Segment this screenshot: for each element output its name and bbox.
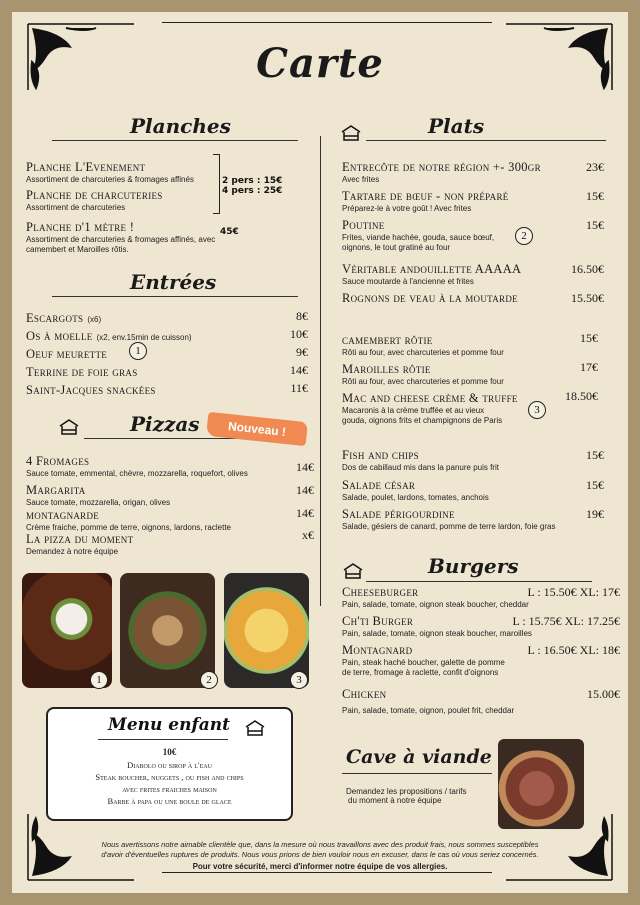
price: 23€ <box>586 160 604 174</box>
price: 15€ <box>586 448 604 462</box>
menu-item: Margarita Sauce tomate, mozzarella, origan, olives <box>26 483 171 507</box>
column-divider <box>320 136 321 606</box>
menu-item: montagnarde Crème fraiche, pomme de terre, oignons, lardons, raclette <box>26 508 231 532</box>
menu-item: Salade césar Salade, poulet, lardons, tomates, anchois <box>342 478 489 502</box>
dish-photo-poutine <box>120 573 215 688</box>
price: 10€ <box>290 327 308 341</box>
nouveau-badge: Nouveau ! <box>206 412 308 446</box>
menu-item: Oeuf meurette <box>26 347 108 361</box>
brace <box>213 154 220 214</box>
cave-line: du moment à notre équipe <box>348 796 442 805</box>
price: 15€ <box>586 478 604 492</box>
house-icon <box>58 418 80 436</box>
price: 16.50€ <box>571 262 604 276</box>
frame-top-line <box>162 22 492 23</box>
menu-item: Planche L'Evenement Assortiment de charcuteries & fromages affinés <box>26 160 194 184</box>
kids-menu-line: Barbe à papa ou une boule de glace <box>107 796 232 806</box>
price: L : 16.50€ XL: 18€ <box>527 643 620 657</box>
divider <box>98 739 228 740</box>
photo-ref-badge: 2 <box>515 227 533 245</box>
footer-allergy: Pour votre sécurité, merci d'informer notre équipe de vos allergies. <box>192 862 448 871</box>
menu-item: Poutine Frites, viande hachée, gouda, sauce bœuf, oignons, le tout gratiné au four <box>342 218 495 252</box>
house-icon <box>342 562 364 580</box>
house-icon <box>340 124 362 142</box>
menu-item: camembert rôtie Rôti au four, avec charcuteries et pomme four <box>342 333 504 357</box>
price: 14€ <box>296 506 314 520</box>
price: 14€ <box>296 460 314 474</box>
footer-notice: d'avoir d'éventuelles ruptures de produits. Nous vous prions de bien vouloir nous en excuser, dans le cas où vous seriez concernés. <box>101 850 539 859</box>
menu-item: Salade périgourdine Salade, gésiers de canard, pomme de terre lardon, foie gras <box>342 507 556 531</box>
section-title-planches: Planches <box>130 114 231 138</box>
photo-ref-badge: 3 <box>528 401 546 419</box>
menu-page <box>12 12 628 893</box>
price: 45€ <box>220 227 239 237</box>
menu-item: Fish and chips Dos de cabillaud mis dans la panure puis frit <box>342 448 499 472</box>
photo-ref-badge: 3 <box>290 671 308 689</box>
price: 18.50€ <box>565 389 598 403</box>
price: 15€ <box>580 331 598 345</box>
page-title: Carte <box>256 40 384 87</box>
divider <box>366 140 606 141</box>
divider <box>366 581 592 582</box>
price: 11€ <box>290 381 308 395</box>
menu-item: Planche d'1 mètre ! Assortiment de charcuteries & fromages affinés, avec camembert et Maroilles rôtis. <box>26 220 216 254</box>
price: L : 15.50€ XL: 17€ <box>527 585 620 599</box>
menu-item: Planche de charcuteries Assortiment de charcuteries <box>26 188 163 212</box>
price: 14€ <box>290 363 308 377</box>
price: L : 15.75€ XL: 17.25€ <box>512 614 620 628</box>
section-title-plats: Plats <box>428 114 485 138</box>
kids-menu-price: 10€ <box>162 747 177 757</box>
section-title-pizzas: Pizzas <box>130 412 200 436</box>
menu-item: 4 Fromages Sauce tomate, emmental, chèvre, mozzarella, roquefort, olives <box>26 454 248 478</box>
section-title-burgers: Burgers <box>428 554 519 578</box>
menu-item: Chicken Pain, salade, tomate, oignon, poulet frit, cheddar <box>342 687 515 715</box>
house-icon <box>244 719 266 737</box>
price: 15€ <box>586 189 604 203</box>
section-title-entrees: Entrées <box>130 270 217 294</box>
divider <box>342 773 492 774</box>
menu-item: Escargots (x6) <box>26 311 102 325</box>
meat-photo <box>498 739 584 829</box>
price: 15.50€ <box>571 291 604 305</box>
price: x€ <box>302 528 314 542</box>
kids-menu-box <box>46 707 293 821</box>
price: 15€ <box>586 218 604 232</box>
menu-item: Cheeseburger Pain, salade, tomate, oignon steak boucher, cheddar <box>342 585 529 609</box>
menu-item: Véritable andouillette AAAAA Sauce moutarde à l'ancienne et frites <box>342 262 522 286</box>
section-title-cave: Cave à viande <box>346 746 492 768</box>
menu-item: Maroilles rôtie Rôti au four, avec charcuteries et pomme four <box>342 362 504 386</box>
photo-ref-badge: 1 <box>90 671 108 689</box>
menu-item: Mac and cheese crème & truffe Macaronis à la crème truffée et au vieux gouda, oignons frits et champignons de Paris <box>342 391 518 425</box>
menu-item: Saint-Jacques snackées <box>26 383 156 397</box>
kids-menu-line: avec frites fraiches maison <box>122 784 217 794</box>
frame-bottom-line <box>162 872 492 873</box>
footer-notice: Nous avertissons notre aimable clientèle que, dans la mesure où nous travaillons avec des produit frais, nous sommes susceptibles <box>101 840 539 849</box>
divider <box>52 140 298 141</box>
menu-item: Ch'ti Burger Pain, salade, tomate, oignon steak boucher, maroilles <box>342 614 532 638</box>
price: 4 pers : 25€ <box>222 186 283 196</box>
divider <box>52 296 298 297</box>
menu-item: Rognons de veau à la moutarde <box>342 291 518 305</box>
price: 8€ <box>296 309 308 323</box>
price: 2 pers : 15€ <box>222 176 283 186</box>
kids-menu-line: Steak boucher, nuggets , ou fish and chips <box>95 772 244 782</box>
kids-menu-title: Menu enfant <box>108 715 230 735</box>
price: 14€ <box>296 483 314 497</box>
photo-ref-badge: 2 <box>200 671 218 689</box>
price: 15.00€ <box>587 687 620 701</box>
menu-item: Montagnard Pain, steak haché boucher, galette de pomme de terre, fromage à raclette, confit d'oignons <box>342 643 505 677</box>
price: 17€ <box>580 360 598 374</box>
menu-item: Tartare de bœuf - non préparé Préparez-le à votre goût ! Avec frites <box>342 189 509 213</box>
cave-line: Demandez les propositions / tarifs <box>346 787 467 796</box>
menu-item: La pizza du moment Demandez à notre équipe <box>26 532 134 556</box>
kids-menu-line: Diabolo ou sirop à l'eau <box>127 760 212 770</box>
photo-ref-badge: 1 <box>129 342 147 360</box>
menu-item: Terrine de foie gras <box>26 365 138 379</box>
menu-item: Os à moelle (x2, env.15min de cuisson) <box>26 329 192 343</box>
menu-item: Entrecôte de notre région +- 300gr Avec frites <box>342 160 541 184</box>
price: 9€ <box>296 345 308 359</box>
price: 19€ <box>586 507 604 521</box>
